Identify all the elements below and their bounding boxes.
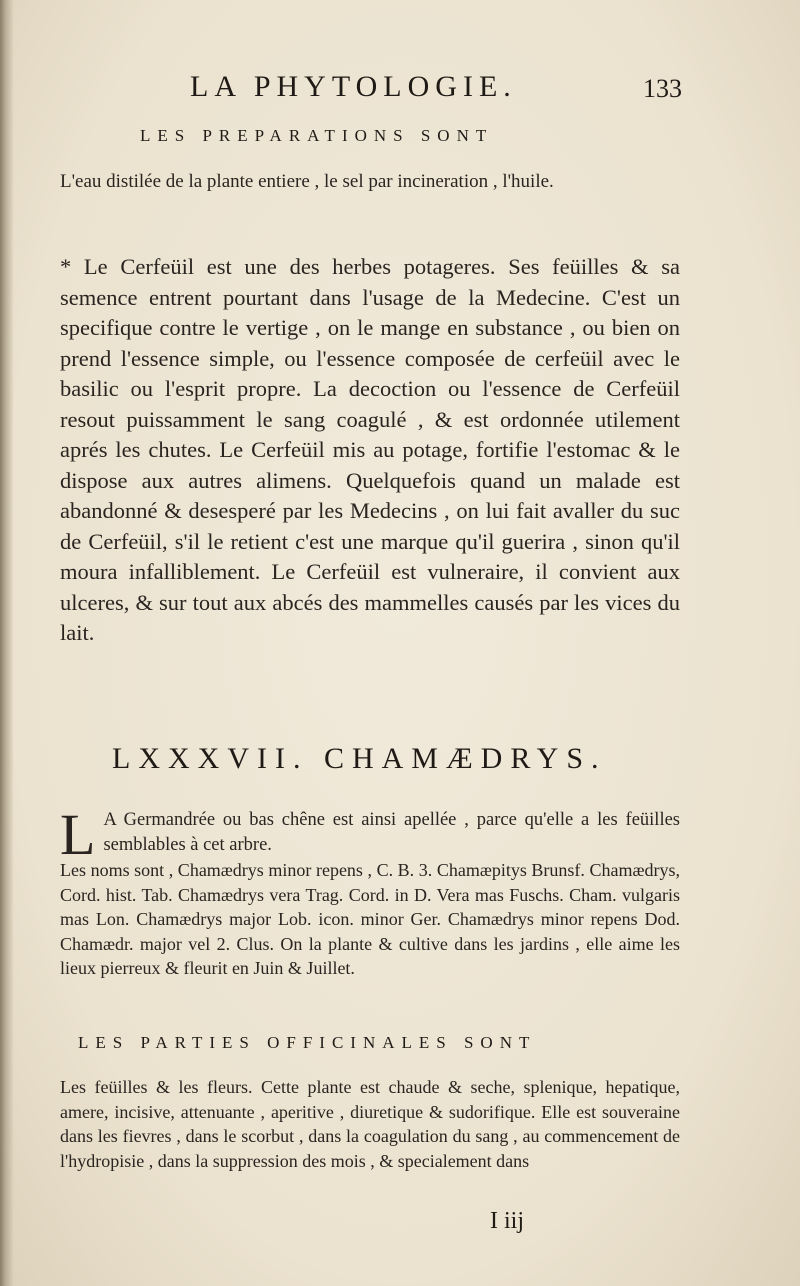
page-number: 133 xyxy=(643,74,682,103)
section-heading-preparations: LES PREPARATIONS SONT xyxy=(140,126,494,145)
signature-mark: I iij xyxy=(490,1208,524,1234)
plant-names-paragraph: Les noms sont , Chamædrys minor repens , C. B. 3. Chamæpitys Brunsf. Chamædrys, Cord. hist. Tab. Chamædrys vera Trag. Cord. in D. Vera mas Fuschs. Cham. vulgaris mas Lon. Chamædrys major Lob. icon. minor Ger. Chamædrys minor repens Dod. Chamædr. major vel 2. Clus. On la plante & cultive dans les jardins , elle aime les lieux pierreux & fleurit en Juin & Juillet. xyxy=(60,860,680,978)
description-text: A Germandrée ou bas chêne est ainsi apellée , parce qu'elle a les feüilles semblables à cet arbre. xyxy=(103,810,680,855)
preparations-text: L'eau distilée de la plante entiere , le sel par incineration , l'huile. xyxy=(60,171,554,192)
drop-cap: L xyxy=(60,802,96,867)
page-binding-edge xyxy=(0,0,14,1286)
parties-paragraph: Les feüilles & les fleurs. Cette plante est chaude & seche, splenique, hepatique, amere, incisive, attenuante , aperitive , diuretique & sudorifique. Elle est souveraine dans les fievres , dans le scorbut , dans la coagulation du sang , au commencement de l'hydropisie , dans la suppression des mois , & specialement dans xyxy=(60,1077,680,1171)
section-heading-parties: LES PARTIES OFFICINALES SONT xyxy=(78,1033,537,1052)
running-head: LA PHYTOLOGIE. xyxy=(190,70,517,103)
cerfeuil-paragraph: * Le Cerfeüil est une des herbes potageres. Ses feüilles & sa semence entrent pourtant dans l'usage de la Medecine. C'est un specifique contre le vertige , on le mange en substance , ou bien on prend l'essence simple, ou l'essence composée de cerfeüil avec le basilic ou l'esprit propre. La decoction ou l'essence de Cerfeüil resout puissamment le sang coagulé , & est ordonnée utilement aprés les chutes. Le Cerfeüil mis au potage, fortifie l'estomac & le dispose aux autres alimens. Quelquefois quand un malade est abandonné & desesperé par les Medecins , on lui fait avaller du suc de Cerfeüil, s'il le retient c'est une marque qu'il guerira , sinon qu'il moura infalliblement. Le Cerfeüil est vulneraire, il convient aux ulceres, & sur tout aux abcés des mammelles causés par les vices du lait. xyxy=(60,254,680,645)
chapter-title: LXXXVII. CHAMÆDRYS. xyxy=(112,742,607,775)
germandree-description xyxy=(60,802,680,867)
